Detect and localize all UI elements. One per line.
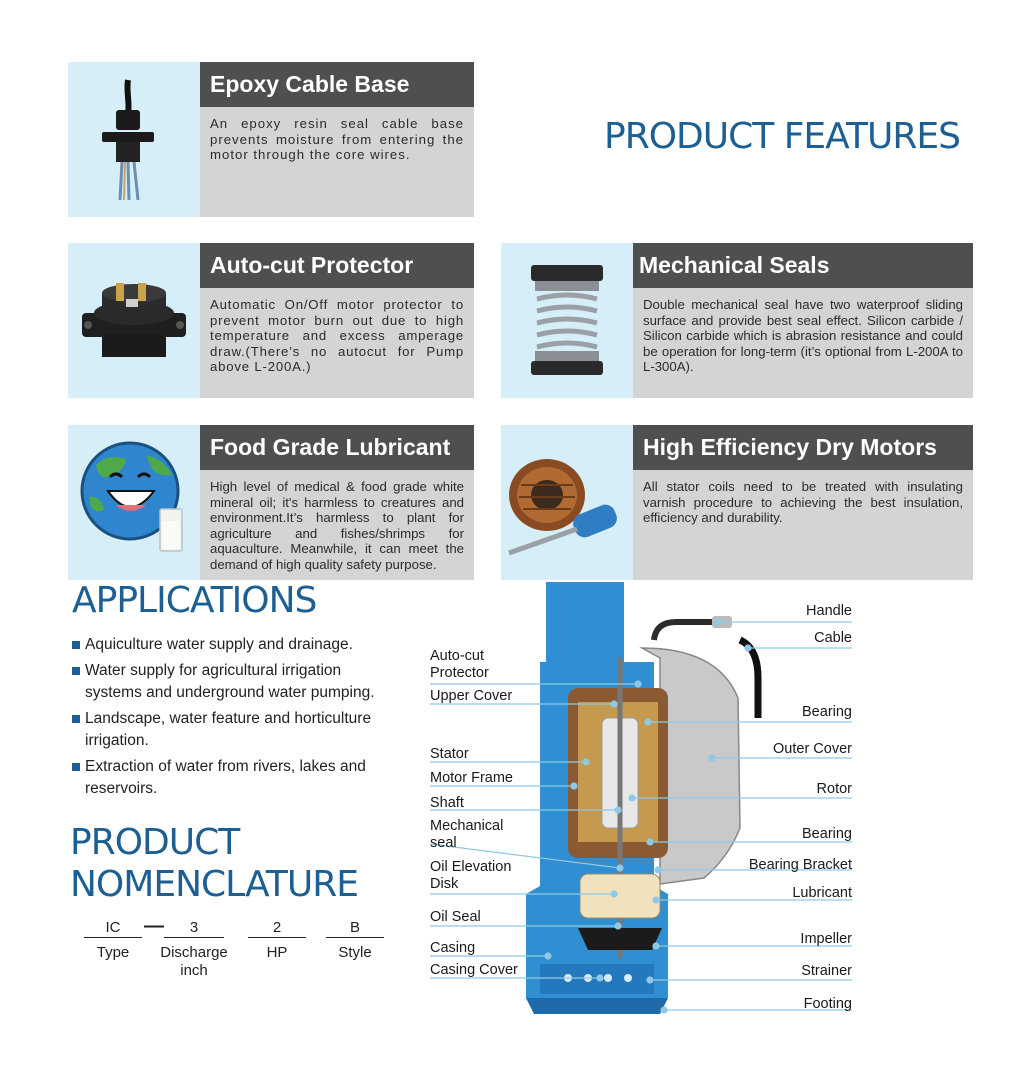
nomenclature-part-discharge (160, 918, 228, 980)
nomenclature-value: IC (84, 918, 142, 938)
nomenclature-label: HP (266, 944, 288, 961)
smiling-earth-icon (68, 425, 200, 580)
list-item: Aquiculture water supply and drainage. (72, 634, 402, 656)
feature-card-seals (501, 243, 973, 398)
feature-card-motors (501, 425, 973, 580)
impeller-shape (578, 928, 662, 950)
diagram-label-casing: Casing (430, 940, 476, 956)
nomenclature-value: 3 (164, 918, 224, 938)
stator-rotor-icon (501, 425, 633, 580)
handle-shape (654, 622, 720, 640)
nomenclature-part-hp (248, 918, 306, 962)
feature-title: High Efficiency Dry Motors (633, 425, 973, 470)
pump-cutaway-diagram (428, 578, 854, 1024)
diagram-label-motor-frame: Motor Frame (430, 770, 513, 786)
diagram-label-upper-cover: Upper Cover (430, 688, 513, 704)
diagram-label-bearing-top: Bearing (802, 704, 852, 720)
diagram-label-mechanical-seal: Mechanical seal (430, 818, 504, 851)
feature-text: Double mechanical seal have two waterproof sliding surface and provide best seal effect. Silicon carbide / Silicon carbide which is abrasion resistance and could be operation for long-term (it’s optional from L-200A to L-300A). (643, 297, 963, 374)
page-title: PRODUCT FEATURES (604, 116, 960, 157)
nomenclature-heading-line1: PRODUCT (70, 822, 240, 863)
feature-card-autocut (68, 243, 474, 398)
feature-text: Automatic On/Off motor protector to prevent motor burn out due to high temperature and excess amperage draw.(There’s no autocut for Pump above L-200A.) (210, 297, 464, 374)
diagram-label-oil-seal: Oil Seal (430, 909, 481, 925)
bullet-square-icon (72, 667, 80, 675)
diagram-label-bearing-bracket: Bearing Bracket (748, 857, 852, 873)
lubricant-chamber-shape (580, 874, 660, 918)
nomenclature-heading-line2: NOMENCLATURE (70, 864, 358, 905)
bullet-square-icon (72, 641, 80, 649)
feature-title: Epoxy Cable Base (200, 62, 474, 107)
diagram-label-handle: Handle (806, 603, 852, 619)
feature-text: An epoxy resin seal cable base prevents moisture from entering the motor through the core wires. (210, 116, 464, 162)
diagram-label-impeller: Impeller (800, 931, 852, 947)
nomenclature-label: Discharge inch (160, 944, 228, 979)
applications-heading: APPLICATIONS (72, 580, 317, 621)
protector-icon (68, 243, 200, 398)
feature-text: High level of medical & food grade white mineral oil; it's harmless to creatures and environment.It’s harmless to plant for agriculture and fishes/shrimps for aquaculture. Meanwhile, it can meet the demand of high quality safety purpose. (210, 479, 464, 572)
diagram-label-oil-elevation-disk: Oil Elevation Disk (430, 859, 512, 892)
diagram-label-rotor: Rotor (816, 781, 852, 797)
feature-text: All stator coils need to be treated with insulating varnish procedure to achieving the best insulation, efficiency and durability. (643, 479, 963, 525)
epoxy-cable-base-icon (68, 62, 200, 217)
nomenclature-value: B (326, 918, 384, 938)
feature-title: Mechanical Seals (633, 243, 973, 288)
diagram-label-lubricant: Lubricant (792, 885, 852, 901)
diagram-label-cable: Cable (814, 630, 852, 646)
diagram-label-auto-cut-protector: Auto-cut Protector (430, 648, 489, 681)
list-item: Water supply for agricultural irrigation systems and underground water pumping. (72, 660, 402, 704)
cable-shape (740, 640, 758, 718)
nomenclature-dash: — (144, 915, 164, 937)
list-item: Extraction of water from rivers, lakes and reservoirs. (72, 756, 402, 800)
diagram-label-footing: Footing (803, 996, 852, 1012)
list-item: Landscape, water feature and horticulture irrigation. (72, 708, 402, 752)
footing-shape (526, 998, 668, 1014)
diagram-label-casing-cover: Casing Cover (430, 962, 518, 978)
diagram-label-strainer: Strainer (801, 963, 852, 979)
feature-title: Auto-cut Protector (200, 243, 474, 288)
diagram-label-outer-cover: Outer Cover (773, 741, 852, 757)
feature-card-lubricant (68, 425, 474, 580)
mechanical-seal-icon (501, 243, 633, 398)
pump-illustration (428, 578, 854, 1024)
bullet-square-icon (72, 715, 80, 723)
diagram-label-bearing-bottom: Bearing (802, 826, 852, 842)
nomenclature-part-style (326, 918, 384, 962)
nomenclature-label: Type (96, 944, 130, 961)
applications-list (72, 634, 402, 804)
bullet-square-icon (72, 763, 80, 771)
feature-title: Food Grade Lubricant (200, 425, 474, 470)
nomenclature-label: Style (338, 944, 372, 961)
diagram-label-stator: Stator (430, 746, 469, 762)
diagram-label-shaft: Shaft (430, 795, 464, 811)
feature-card-epoxy (68, 62, 474, 217)
nomenclature-part-type (84, 918, 142, 962)
nomenclature-value: 2 (248, 918, 306, 938)
